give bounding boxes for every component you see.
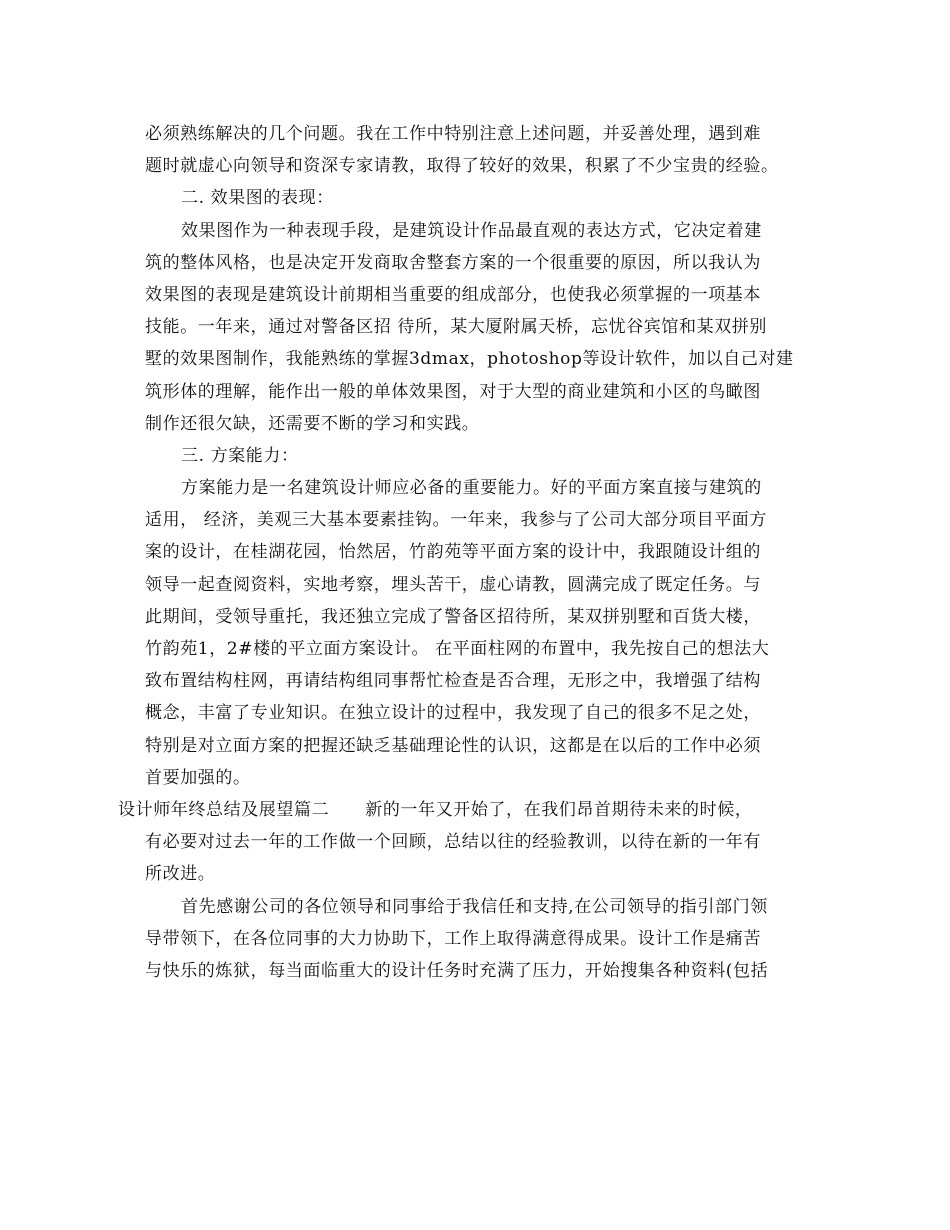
text-line: 效果图的表现是建筑设计前期相当重要的组成部分，也使我必须掌握的一项基本 <box>145 284 761 305</box>
text-line: 导带领下，在各位同事的大力协助下，工作上取得满意得成果。设计工作是痛苦 <box>145 928 761 949</box>
text-line: 墅的效果图制作，我能熟练的掌握3dmax，photoshop等设计软件，加以自己对建 <box>145 349 794 370</box>
text-line: 技能。一年来，通过对警备区招 待所，某大厦附属天桥，忘忧谷宾馆和某双拼别 <box>145 317 768 338</box>
text-line: 致布置结构柱网，再请结构组同事帮忙检查是否合理，无形之中，我增强了结构 <box>145 671 761 692</box>
text-line: 制作还很欠缺，还需要不断的学习和实践。 <box>145 413 480 434</box>
text-line: 方案能力是一名建筑设计师应必备的重要能力。好的平面方案直接与建筑的 <box>181 478 762 499</box>
text-line: 适用， 经济，美观三大基本要素挂钩。一年来，我参与了公司大部分项目平面方 <box>145 510 768 531</box>
article-title-line: 设计师年终总结及展望篇二 新的一年又开始了，在我们昂首期待未来的时候， <box>118 799 753 820</box>
text-line: 题时就虚心向领导和资深专家请教，取得了较好的效果，积累了不少宝贵的经验。 <box>145 156 779 177</box>
text-line: 此期间，受领导重托，我还独立完成了警备区招待所，某双拼别墅和百货大楼， <box>145 606 761 627</box>
text-line: 所改进。 <box>145 864 216 885</box>
section-heading: 二. 效果图的表现： <box>181 188 334 209</box>
text-line: 与快乐的炼狱，每当面临重大的设计任务时充满了压力，开始搜集各种资料(包括 <box>145 960 769 981</box>
text-line: 竹韵苑1，2#楼的平立面方案设计。 在平面柱网的布置中，我先按自己的想法大 <box>145 639 770 659</box>
text-line: 必须熟练解决的几个问题。我在工作中特别注意上述问题，并妥善处理，遇到难 <box>145 124 761 144</box>
text-line: 领导一起查阅资料，实地考察，埋头苦干，虚心请教，圆满完成了既定任务。与 <box>145 574 761 595</box>
text-line: 首先感谢公司的各位领导和同事给于我信任和支持,在公司领导的指引部门领 <box>181 896 768 917</box>
text-line: 筑的整体风格，也是决定开发商取舍整套方案的一个很重要的原因，所以我认为 <box>145 252 761 273</box>
text-line: 案的设计，在桂湖花园，怡然居，竹韵苑等平面方案的设计中，我跟随设计组的 <box>145 542 761 563</box>
text-line: 特别是对立面方案的把握还缺乏基础理论性的认识，这都是在以后的工作中必须 <box>145 735 761 756</box>
text-line: 有必要对过去一年的工作做一个回顾，总结以往的经验教训，以待在新的一年有 <box>145 832 761 853</box>
text-line: 首要加强的。 <box>145 767 251 788</box>
text-line: 概念，丰富了专业知识。在独立设计的过程中，我发现了自己的很多不足之处， <box>145 703 761 724</box>
text-line: 筑形体的理解，能作出一般的单体效果图，对于大型的商业建筑和小区的鸟瞰图 <box>145 381 761 402</box>
text-line: 效果图作为一种表现手段，是建筑设计作品最直观的表达方式，它决定着建 <box>181 220 762 241</box>
section-heading: 三. 方案能力： <box>181 445 299 466</box>
